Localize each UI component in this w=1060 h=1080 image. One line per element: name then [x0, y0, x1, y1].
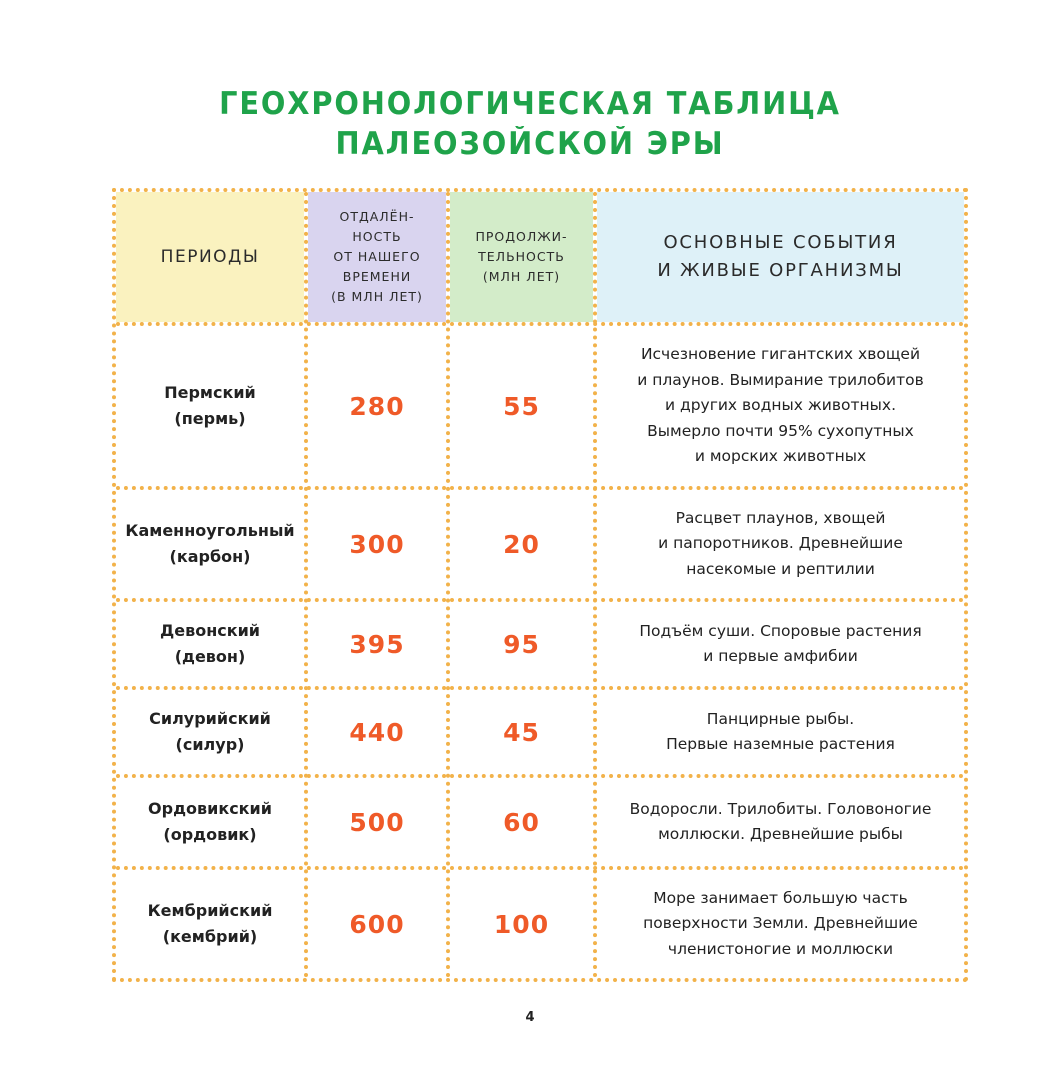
header-events-line: И ЖИВЫЕ ОРГАНИЗМЫ: [657, 260, 904, 281]
table-row: [116, 326, 964, 486]
duration-value: 20: [503, 529, 540, 559]
distance-value: 440: [349, 717, 405, 747]
header-duration-line: ТЕЛЬНОСТЬ: [478, 249, 565, 264]
events-cell: Исчезновение гигантских хвощей и плаунов. Вымирание трилобитов и других водных животных. Вымерло почти 95% сухопутных и морских животных: [637, 345, 924, 466]
table-row: [116, 490, 964, 598]
distance-value: 600: [349, 909, 405, 939]
header-duration-line: (МЛН ЛЕТ): [482, 269, 561, 284]
duration-value: 45: [503, 717, 540, 747]
distance-value: 500: [349, 807, 405, 837]
period-name-cell: Силурийский (силур): [149, 709, 271, 754]
period-name-cell: Девонский (девон): [159, 621, 261, 666]
header-periods: ПЕРИОДЫ: [116, 192, 304, 322]
title-line-1: ГЕОХРОНОЛОГИЧЕСКАЯ ТАБЛИЦА: [219, 86, 841, 122]
period-name-cell: Ордовикский (ордовик): [148, 799, 272, 844]
header-distance-line: НОСТЬ: [352, 229, 402, 244]
table-row: [116, 778, 964, 866]
header-distance-line: ВРЕМЕНИ: [342, 269, 412, 284]
distance-value: 395: [349, 629, 405, 659]
header-events: [597, 192, 964, 322]
events-cell: Панцирные рыбы. Первые наземные растения: [666, 709, 895, 753]
distance-value: 300: [349, 529, 405, 559]
header-distance-line: ОТ НАШЕГО: [333, 249, 421, 264]
events-cell: Расцвет плаунов, хвощей и папоротников. Древнейшие насекомые и рептилии: [658, 508, 903, 578]
distance-value: 280: [349, 391, 405, 421]
events-cell: Море занимает большую часть поверхности Земли. Древнейшие членистоногие и моллюски: [643, 888, 918, 958]
table-row: [116, 690, 964, 774]
page-title: [0, 84, 1060, 164]
page-number: 4: [525, 1010, 535, 1025]
paleozoic-table: [112, 188, 968, 982]
period-name-cell: Каменноугольный (карбон): [125, 521, 295, 566]
header-events-line: ОСНОВНЫЕ СОБЫТИЯ: [663, 232, 898, 253]
title-line-2: ПАЛЕОЗОЙСКОЙ ЭРЫ: [335, 126, 725, 162]
header-distance-line: (В МЛН ЛЕТ): [331, 289, 423, 304]
header-distance: [308, 192, 446, 322]
duration-value: 100: [493, 909, 550, 939]
header-duration-line: ПРОДОЛЖИ-: [475, 229, 568, 244]
period-name-cell: Пермский (пермь): [164, 383, 256, 428]
table-row: [116, 602, 964, 686]
table-row: [116, 870, 964, 978]
header-distance-line: ОТДАЛЁН-: [339, 209, 415, 224]
events-cell: Подъём суши. Споровые растения и первые амфибии: [639, 621, 922, 665]
period-name-cell: Кембрийский (кембрий): [147, 901, 273, 946]
header-duration: [450, 192, 593, 322]
duration-value: 95: [503, 629, 540, 659]
duration-value: 60: [503, 807, 540, 837]
events-cell: Водоросли. Трилобиты. Головоногие моллюски. Древнейшие рыбы: [629, 799, 932, 843]
duration-value: 55: [503, 391, 540, 421]
